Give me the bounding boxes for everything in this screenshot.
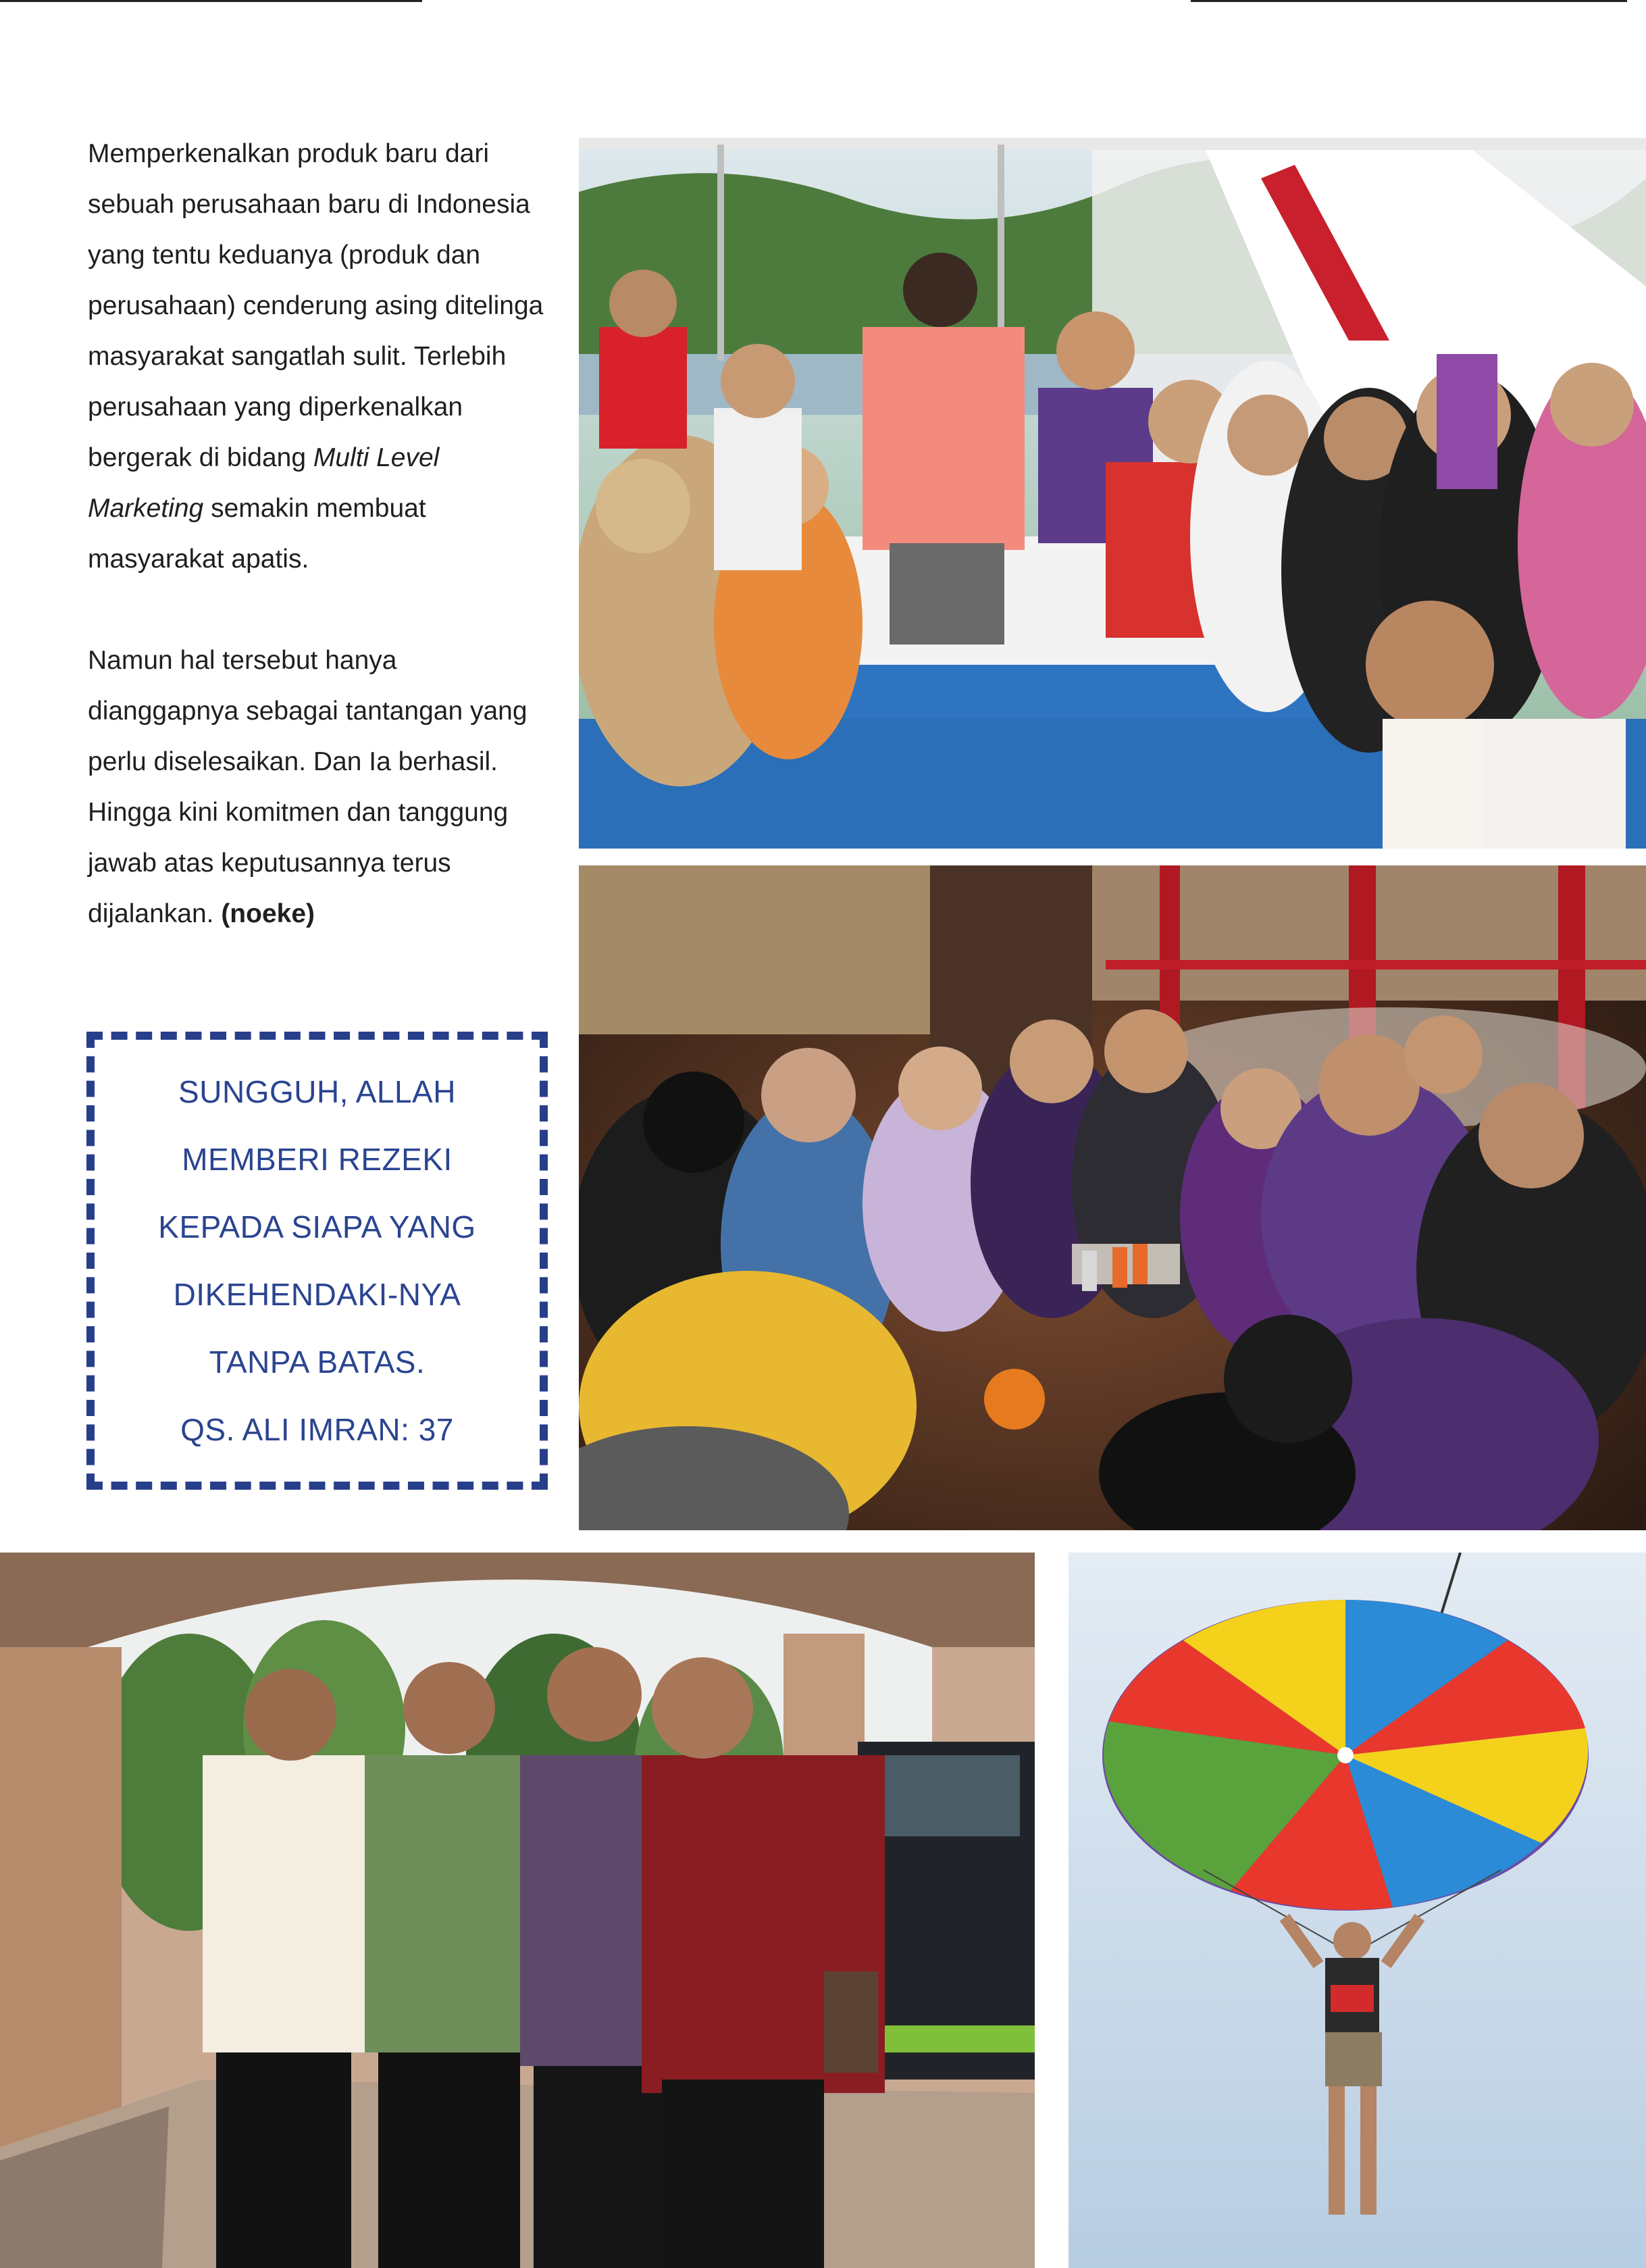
paragraph-1-text-end: semakin membuat masyarakat apatis. xyxy=(88,494,426,574)
quote-line: TANPA BATAS. xyxy=(209,1344,426,1380)
quote-line: MEMBERI REZEKI xyxy=(182,1142,453,1177)
paragraph-1-italic-term: Multi Level Marketing xyxy=(88,443,440,523)
paragraph-1-text: Memperkenalkan produk baru dari sebuah perusahaan baru di Indonesia yang tentu keduanya (produk dan perusahaan) cenderung asing ditelinga masyarakat sangatlah sulit. Terlebih perusahaan yang diperkenalkan bergerak di bidang xyxy=(88,139,544,472)
author-signature: (noeke) xyxy=(221,899,315,928)
quote-line: KEPADA SIAPA YANG xyxy=(158,1209,476,1244)
quote-line: DIKEHENDAKI-NYA xyxy=(173,1277,461,1312)
photo-batik-group xyxy=(0,1553,1035,2268)
top-rule-left xyxy=(0,0,422,2)
article-body xyxy=(88,128,554,939)
top-rule-right xyxy=(1191,0,1627,2)
quote-source: QS. ALI IMRAN: 37 xyxy=(180,1412,454,1447)
photo-boat-group xyxy=(579,138,1646,849)
article-paragraph-1 xyxy=(88,128,554,584)
quote-line: SUNGGUH, ALLAH xyxy=(178,1074,456,1109)
paragraph-2-text: Namun hal tersebut hanya dianggapnya sebagai tantangan yang perlu diselesaikan. Dan Ia berhasil. Hingga kini komitmen dan tanggung jawab atas keputusannya terus dijalankan. xyxy=(88,646,528,928)
photo-parasailing xyxy=(1069,1553,1646,2268)
article-paragraph-2 xyxy=(88,635,554,939)
photo-banquet-toast xyxy=(579,865,1646,1530)
quote-box xyxy=(86,1032,548,1490)
